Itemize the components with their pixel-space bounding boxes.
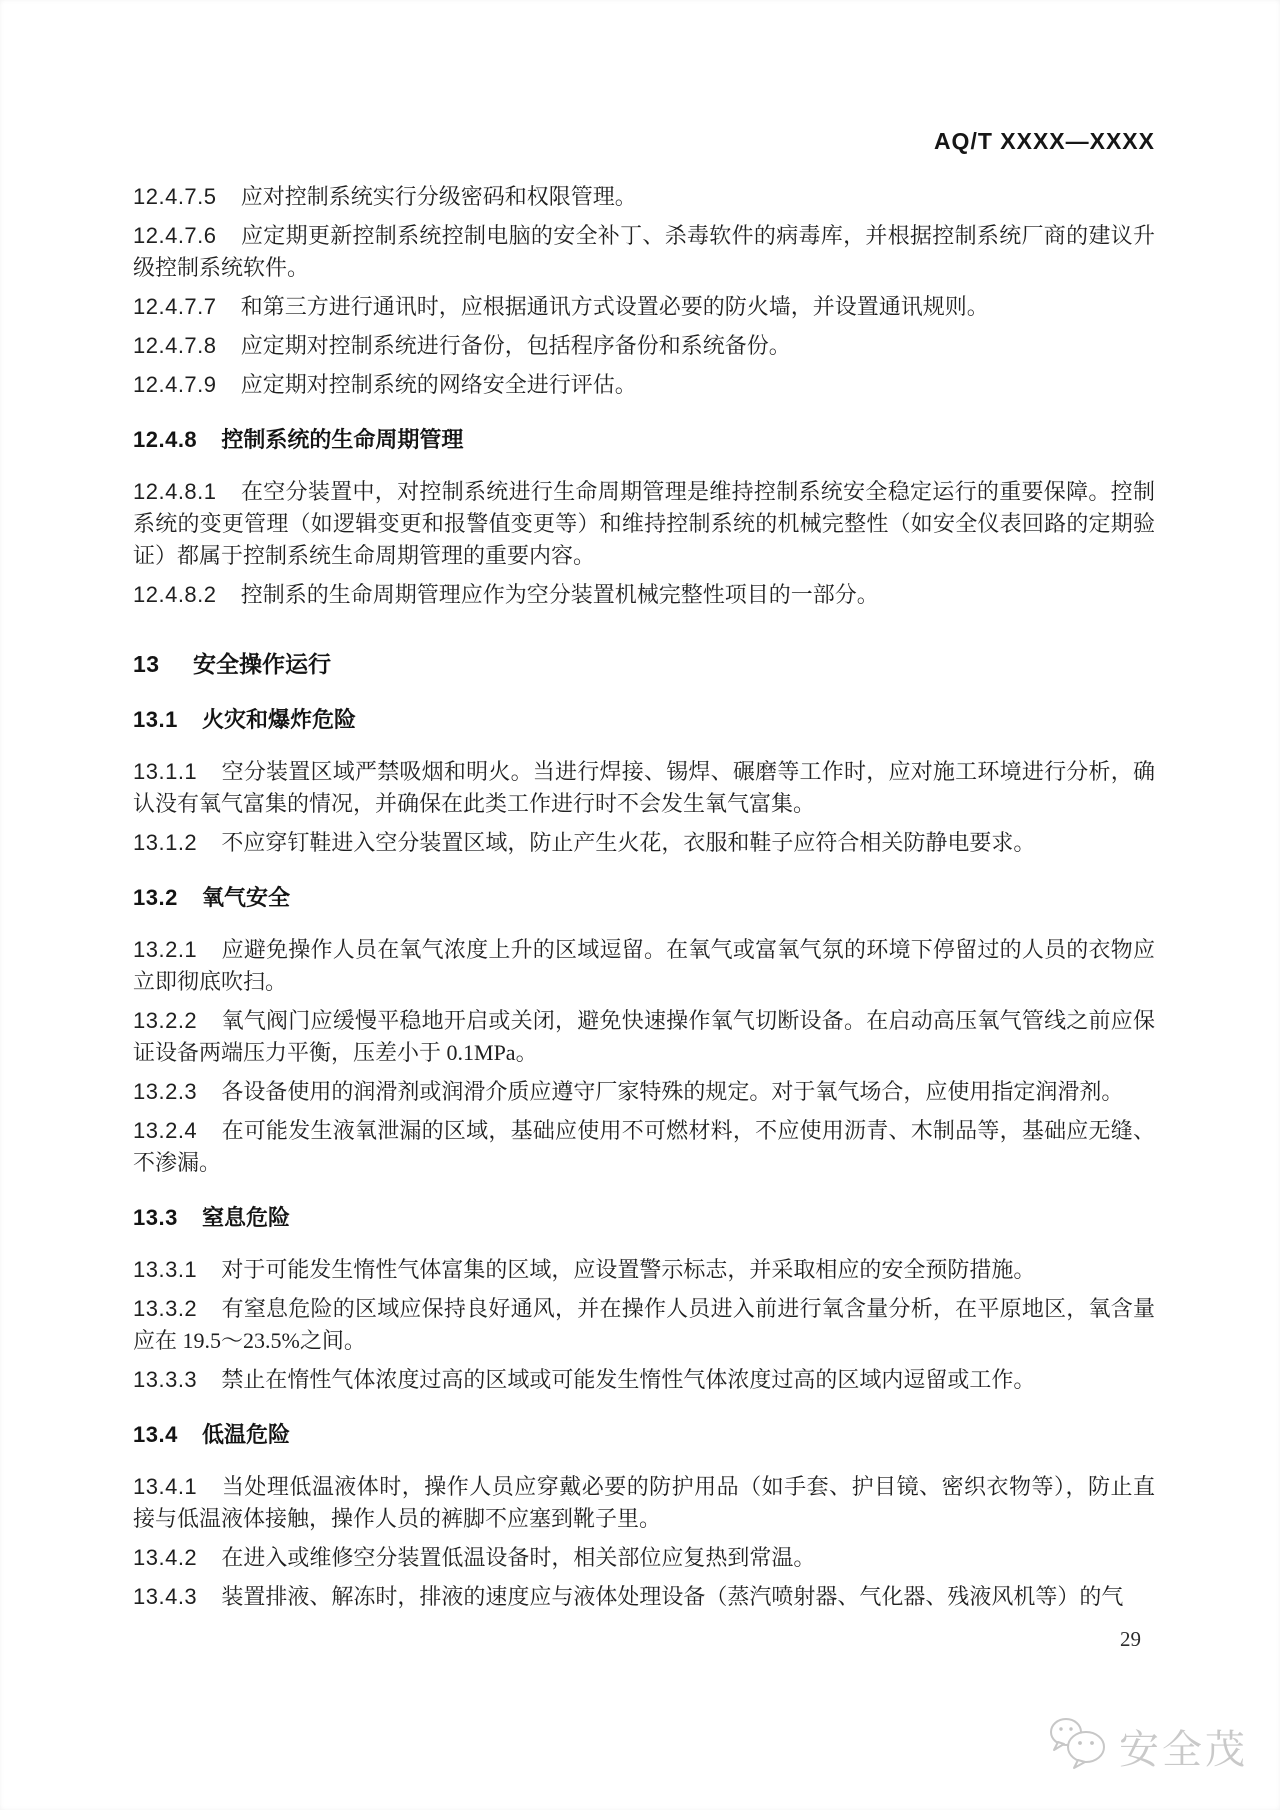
clause-number: 13.2.3 <box>133 1079 198 1104</box>
clause-text: 不应穿钉鞋进入空分装置区域，防止产生火花，衣服和鞋子应符合相关防静电要求。 <box>221 830 1036 855</box>
watermark-brand-text: 安全茂 <box>1119 1728 1248 1772</box>
clause <box>133 330 1155 362</box>
clause-number: 13.4.1 <box>133 1474 198 1499</box>
chapter-heading <box>133 647 1155 681</box>
section-heading <box>133 881 1155 914</box>
clause-text: 应对控制系统实行分级密码和权限管理。 <box>240 184 637 209</box>
clause <box>133 476 1155 572</box>
section-heading <box>133 1201 1155 1234</box>
clause <box>133 1115 1155 1179</box>
clause-text: 和第三方进行通讯时，应根据通讯方式设置必要的防火墙，并设置通讯规则。 <box>240 294 989 319</box>
clause <box>133 934 1155 998</box>
clause-text: 在进入或维修空分装置低温设备时，相关部位应复热到常温。 <box>221 1545 816 1570</box>
clause <box>133 1293 1155 1357</box>
section-heading <box>133 703 1155 736</box>
clause-text: 在空分装置中，对控制系统进行生命周期管理是维持控制系统安全稳定运行的重要保障。控制系统的变更管理（如逻辑变更和报警值变更等）和维持控制系统的机械完整性（如安全仪表回路的定期验证）都属于控制系统生命周期管理的重要内容。 <box>133 479 1155 568</box>
clause-number: 13.2.2 <box>133 1008 198 1033</box>
clause-text: 禁止在惰性气体浓度过高的区域或可能发生惰性气体浓度过高的区域内逗留或工作。 <box>221 1367 1036 1392</box>
section-number: 13.3 <box>133 1205 178 1230</box>
clause <box>133 1471 1155 1535</box>
clause <box>133 291 1155 323</box>
clause <box>133 220 1155 284</box>
clause-number: 13.3.3 <box>133 1367 198 1392</box>
section-heading <box>133 423 1155 456</box>
clause <box>133 1254 1155 1286</box>
clause-number: 12.4.7.9 <box>133 372 217 397</box>
clause-text: 在可能发生液氧泄漏的区域，基础应使用不可燃材料，不应使用沥青、木制品等，基础应无缝、不渗漏。 <box>133 1118 1155 1175</box>
clause-text: 空分装置区域严禁吸烟和明火。当进行焊接、锡焊、碾磨等工作时，应对施工环境进行分析，确认没有氧气富集的情况，并确保在此类工作进行时不会发生氧气富集。 <box>133 759 1155 816</box>
clause-text: 应定期对控制系统的网络安全进行评估。 <box>240 372 637 397</box>
clause <box>133 1581 1155 1613</box>
clause-text: 有窒息危险的区域应保持良好通风，并在操作人员进入前进行氧含量分析，在平原地区，氧含量应在 19.5～23.5%之间。 <box>133 1296 1155 1353</box>
clause-text: 装置排液、解冻时，排液的速度应与液体处理设备（蒸汽喷射器、气化器、残液风机等）的气 <box>221 1584 1124 1609</box>
clause-number: 13.4.2 <box>133 1545 198 1570</box>
clause-text: 当处理低温液体时，操作人员应穿戴必要的防护用品（如手套、护目镜、密织衣物等），防止直接与低温液体接触，操作人员的裤脚不应塞到靴子里。 <box>133 1474 1155 1531</box>
section-heading <box>133 1418 1155 1451</box>
clause-text: 氧气阀门应缓慢平稳地开启或关闭，避免快速操作氧气切断设备。在启动高压氧气管线之前应保证设备两端压力平衡，压差小于 0.1MPa。 <box>133 1008 1155 1065</box>
watermark <box>1047 1716 1248 1777</box>
clause-number: 13.1.1 <box>133 759 198 784</box>
section-number: 12.4.8 <box>133 427 198 452</box>
clause-number: 13.2.4 <box>133 1118 198 1143</box>
wechat-icon <box>1047 1716 1109 1777</box>
section-title: 窒息危险 <box>202 1205 291 1230</box>
chapter-title: 安全操作运行 <box>192 651 331 677</box>
clause-text: 应定期更新控制系统控制电脑的安全补丁、杀毒软件的病毒库，并根据控制系统厂商的建议升级控制系统软件。 <box>133 223 1155 280</box>
section-number: 13.1 <box>133 707 178 732</box>
clause-text: 各设备使用的润滑剂或润滑介质应遵守厂家特殊的规定。对于氧气场合，应使用指定润滑剂。 <box>221 1079 1124 1104</box>
section-number: 13.2 <box>133 885 178 910</box>
clause-number: 12.4.7.5 <box>133 184 217 209</box>
chapter-number: 13 <box>133 651 160 677</box>
standard-number-header: AQ/T XXXX—XXXX <box>933 128 1155 154</box>
clause <box>133 181 1155 213</box>
clause <box>133 369 1155 401</box>
clause-number: 12.4.7.8 <box>133 333 217 358</box>
section-title: 氧气安全 <box>202 885 291 910</box>
clause-number: 13.4.3 <box>133 1584 198 1609</box>
clause-number: 13.3.2 <box>133 1296 198 1321</box>
section-title: 火灾和爆炸危险 <box>202 707 357 732</box>
clause <box>133 756 1155 820</box>
clause <box>133 1005 1155 1069</box>
clause-number: 13.3.1 <box>133 1257 198 1282</box>
clause-text: 应定期对控制系统进行备份，包括程序备份和系统备份。 <box>240 333 791 358</box>
clause-text: 应避免操作人员在氧气浓度上升的区域逗留。在氧气或富氧气氛的环境下停留过的人员的衣物应立即彻底吹扫。 <box>133 937 1155 994</box>
clause-number: 13.2.1 <box>133 937 198 962</box>
clause <box>133 579 1155 611</box>
section-title: 控制系统的生命周期管理 <box>221 427 464 452</box>
clause-number: 12.4.8.2 <box>133 582 217 607</box>
clause-number: 13.1.2 <box>133 830 198 855</box>
section-title: 低温危险 <box>202 1422 291 1447</box>
clause-number: 12.4.7.7 <box>133 294 217 319</box>
clause <box>133 1076 1155 1108</box>
clause-text: 对于可能发生惰性气体富集的区域，应设置警示标志，并采取相应的安全预防措施。 <box>221 1257 1036 1282</box>
clause <box>133 1542 1155 1574</box>
clause-text: 控制系的生命周期管理应作为空分装置机械完整性项目的一部分。 <box>240 582 879 607</box>
clause <box>133 827 1155 859</box>
clause-number: 12.4.8.1 <box>133 479 217 504</box>
page-number: 29 <box>1120 1627 1141 1651</box>
clause <box>133 1364 1155 1396</box>
section-number: 13.4 <box>133 1422 178 1447</box>
clause-number: 12.4.7.6 <box>133 223 217 248</box>
